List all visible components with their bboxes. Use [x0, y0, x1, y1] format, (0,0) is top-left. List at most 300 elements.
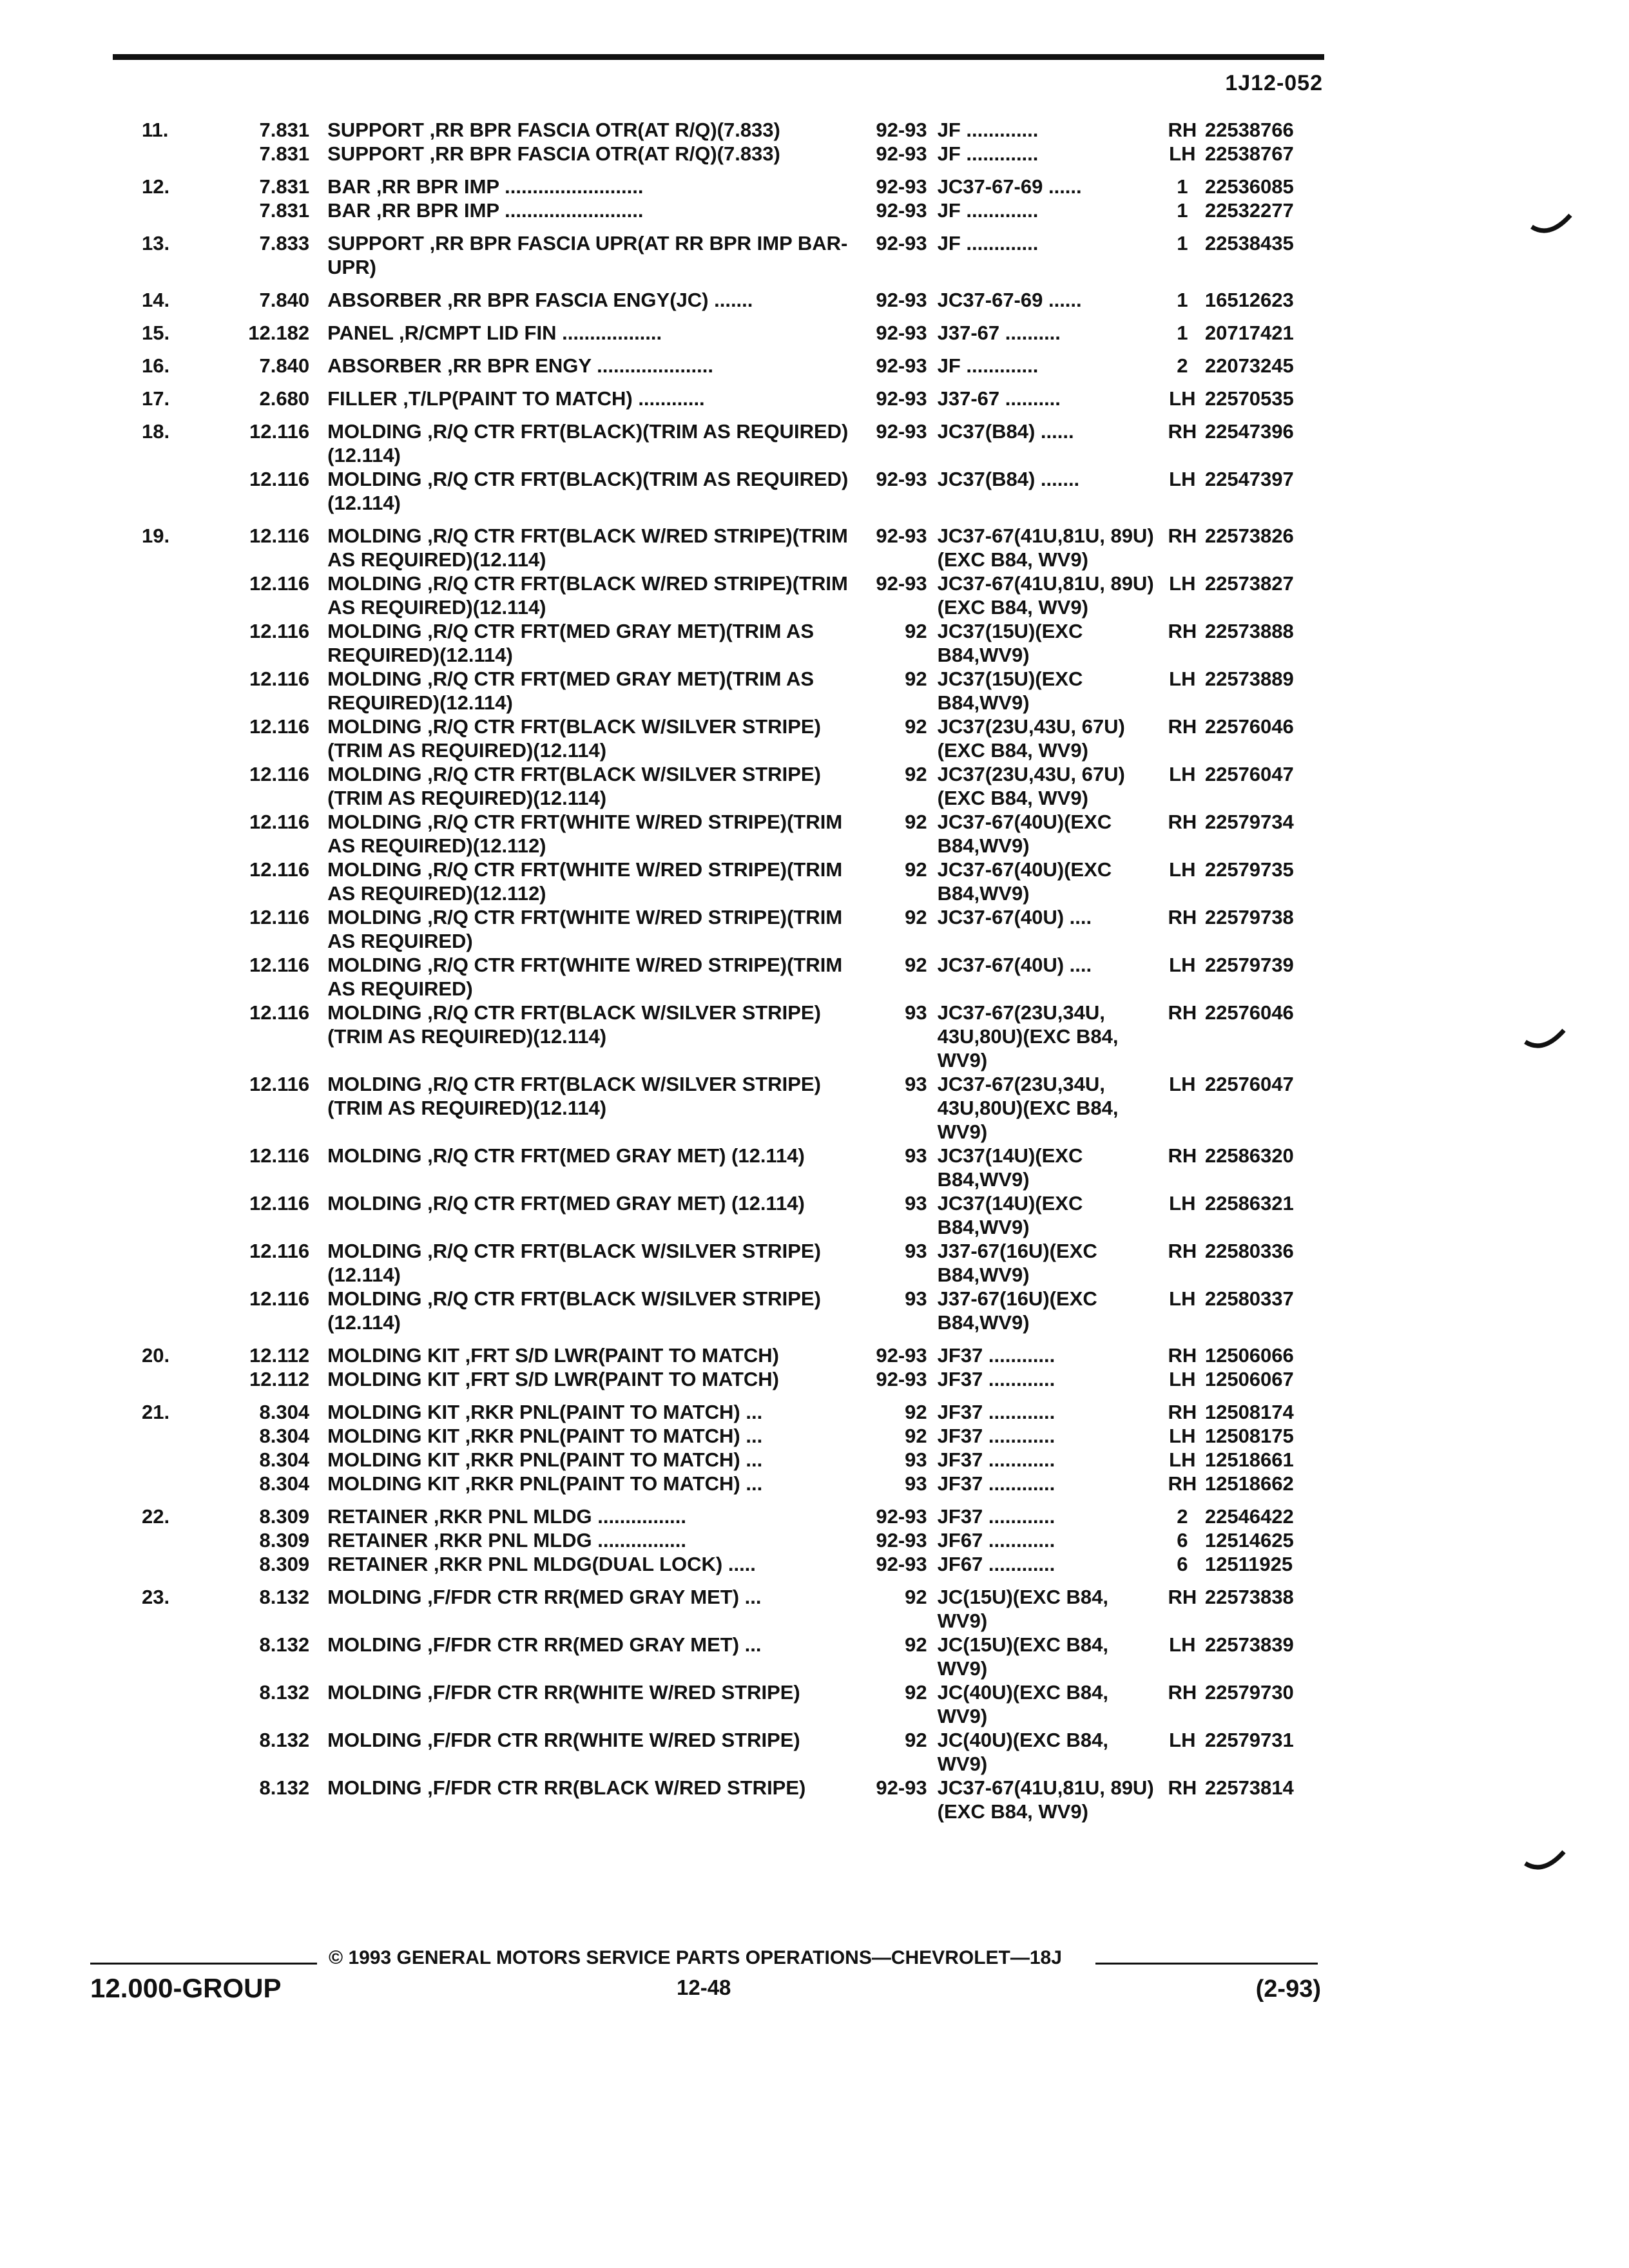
- part-description: [309, 345, 856, 378]
- ref-number: [142, 1287, 190, 1334]
- ref-number: [142, 858, 190, 905]
- ref-number: 18.: [142, 420, 170, 443]
- quantity-side: LH: [1169, 142, 1196, 165]
- part-number: 22576046: [1204, 1001, 1294, 1024]
- ref-number: 23.: [142, 1586, 170, 1608]
- quantity-side: LH: [1169, 1633, 1196, 1656]
- part-number: 20717421: [1204, 322, 1294, 344]
- quantity-side: LH: [1169, 1287, 1196, 1310]
- table-row: [142, 1334, 1334, 1367]
- part-detail: ,R/Q CTR FRT(BLACK W/SILVER STRIPE)(TRIM AS REQUIRED)(12.114): [327, 1073, 821, 1119]
- part-number: 22573826: [1204, 524, 1294, 547]
- part-number: 22570535: [1204, 387, 1294, 410]
- model-years: 92: [905, 1681, 927, 1704]
- quantity-side: LH: [1169, 468, 1196, 490]
- part-detail: ,RKR PNL(PAINT TO MATCH) ...: [465, 1472, 763, 1495]
- part-number: 22547396: [1204, 420, 1294, 443]
- part-description: [309, 279, 856, 312]
- ref-number: 16.: [142, 354, 170, 377]
- part-name: MOLDING KIT: [327, 1344, 460, 1367]
- quantity-side: 1: [1177, 289, 1188, 311]
- part-name: SUPPORT: [327, 119, 424, 141]
- model-years: 92-93: [876, 1368, 927, 1390]
- model-years: 92-93: [876, 524, 927, 547]
- part-description: [309, 1552, 856, 1576]
- model-applicability: JF37 ............: [937, 1505, 1055, 1528]
- model-years: 92-93: [876, 119, 927, 141]
- quantity-side: RH: [1168, 1776, 1197, 1799]
- group-number: 8.132: [259, 1681, 310, 1704]
- quantity-side: RH: [1168, 1144, 1197, 1167]
- page-code: 1J12-052: [1225, 71, 1323, 95]
- model-years: 92: [905, 811, 927, 833]
- quantity-side: 2: [1177, 1505, 1188, 1528]
- model-applicability: JC37-67(41U,81U, 89U)(EXC B84, WV9): [937, 1776, 1154, 1823]
- copyright-notice: © 1993 GENERAL MOTORS SERVICE PARTS OPERATIONS—CHEVROLET—18J: [329, 1947, 1062, 1968]
- model-applicability: JC37(B84) ......: [937, 420, 1074, 443]
- part-name: PANEL: [327, 322, 394, 344]
- model-applicability: JC37(15U)(EXC B84,WV9): [937, 620, 1083, 666]
- quantity-side: RH: [1168, 1240, 1197, 1262]
- table-row: [142, 1776, 1334, 1823]
- model-applicability: JF67 ............: [937, 1553, 1055, 1575]
- model-years: 93: [905, 1448, 927, 1471]
- ref-number: [142, 1728, 190, 1776]
- model-applicability: JF .............: [937, 142, 1039, 165]
- quantity-side: RH: [1168, 420, 1197, 443]
- model-applicability: J37-67 ..........: [937, 322, 1061, 344]
- model-applicability: JC37(23U,43U, 67U)(EXC B84, WV9): [937, 715, 1125, 762]
- model-applicability: J37-67(16U)(EXC B84,WV9): [937, 1240, 1097, 1286]
- ref-number: [142, 1191, 190, 1239]
- table-row: [142, 1495, 1334, 1528]
- model-applicability: JF37 ............: [937, 1425, 1055, 1447]
- group-number: 12.116: [249, 1192, 310, 1215]
- group-number: 12.116: [249, 1001, 310, 1024]
- model-years: 92: [905, 1729, 927, 1751]
- ref-number: [142, 715, 190, 762]
- model-applicability: JF .............: [937, 232, 1039, 255]
- model-years: 92: [905, 1586, 927, 1608]
- part-name: MOLDING: [327, 668, 422, 690]
- part-description: [309, 572, 856, 619]
- group-number: 12.116: [249, 468, 310, 490]
- group-number: 7.831: [259, 142, 310, 165]
- model-applicability: JC37(B84) .......: [937, 468, 1080, 490]
- quantity-side: RH: [1168, 620, 1197, 642]
- group-number: 12.116: [249, 620, 310, 642]
- part-description: [309, 1728, 856, 1776]
- group-number: 12.116: [249, 524, 310, 547]
- part-detail: ,T/LP(PAINT TO MATCH) ............: [403, 387, 705, 410]
- group-number: 7.831: [259, 175, 310, 198]
- ref-number: 14.: [142, 289, 170, 311]
- part-name: BAR: [327, 199, 371, 222]
- quantity-side: 1: [1177, 175, 1188, 198]
- part-name: MOLDING KIT: [327, 1425, 460, 1447]
- model-applicability: JC37(14U)(EXC B84,WV9): [937, 1144, 1083, 1191]
- part-description: [309, 1334, 856, 1367]
- model-years: 92-93: [876, 387, 927, 410]
- table-row: [142, 1472, 1334, 1495]
- group-number: 12.116: [249, 906, 310, 928]
- table-row: [142, 1239, 1334, 1287]
- model-applicability: JF37 ............: [937, 1401, 1055, 1423]
- group-number: 8.304: [259, 1425, 310, 1447]
- table-row: [142, 715, 1334, 762]
- model-applicability: JC37(14U)(EXC B84,WV9): [937, 1192, 1083, 1238]
- model-years: 92-93: [876, 572, 927, 595]
- group-number: 8.304: [259, 1472, 310, 1495]
- ref-number: [142, 1001, 190, 1072]
- tick-mark-icon: [1530, 213, 1574, 238]
- model-applicability: JF .............: [937, 354, 1039, 377]
- part-description: [309, 467, 856, 515]
- model-years: 93: [905, 1287, 927, 1310]
- part-name: MOLDING KIT: [327, 1401, 460, 1423]
- part-name: MOLDING KIT: [327, 1448, 460, 1471]
- table-row: [142, 1072, 1334, 1144]
- part-description: [309, 905, 856, 953]
- ref-number: [142, 142, 190, 166]
- table-row: [142, 1424, 1334, 1448]
- part-name: MOLDING: [327, 1633, 422, 1656]
- group-number: 12.116: [249, 715, 310, 738]
- table-row: [142, 222, 1334, 279]
- part-name: MOLDING: [327, 1287, 422, 1310]
- quantity-side: RH: [1168, 811, 1197, 833]
- part-detail: ,R/Q CTR FRT(MED GRAY MET)(TRIM AS REQUIRED)(12.114): [327, 620, 815, 666]
- table-row: [142, 905, 1334, 953]
- part-name: MOLDING: [327, 620, 422, 642]
- part-description: [309, 515, 856, 572]
- table-row: [142, 1728, 1334, 1776]
- table-row: [142, 1144, 1334, 1191]
- part-number: 22580336: [1204, 1240, 1294, 1262]
- part-number: 12506067: [1204, 1368, 1294, 1390]
- model-applicability: JC37-67-69 ......: [937, 175, 1082, 198]
- group-number: 12.116: [249, 668, 310, 690]
- group-number: 12.116: [249, 1144, 310, 1167]
- part-detail: ,R/Q CTR FRT(WHITE W/RED STRIPE)(TRIM AS REQUIRED): [327, 954, 843, 1000]
- model-applicability: JC37(23U,43U, 67U)(EXC B84, WV9): [937, 763, 1125, 809]
- quantity-side: 2: [1177, 354, 1188, 377]
- table-row: [142, 378, 1334, 410]
- group-number: 8.304: [259, 1401, 310, 1423]
- part-number: 22576047: [1204, 1073, 1294, 1095]
- ref-number: [142, 953, 190, 1001]
- part-name: MOLDING: [327, 858, 422, 881]
- part-name: SUPPORT: [327, 142, 424, 165]
- part-description: [309, 1424, 856, 1448]
- part-name: MOLDING: [327, 1240, 422, 1262]
- table-row: [142, 1633, 1334, 1680]
- group-number: 7.840: [259, 289, 310, 311]
- table-row: [142, 1528, 1334, 1552]
- part-detail: ,RKR PNL MLDG(DUAL LOCK) .....: [433, 1553, 756, 1575]
- part-detail: ,RKR PNL(PAINT TO MATCH) ...: [465, 1448, 763, 1471]
- header-rule: [113, 54, 1324, 60]
- ref-number: [142, 619, 190, 667]
- table-row: [142, 118, 1334, 142]
- model-years: 92-93: [876, 1776, 927, 1799]
- part-description: [309, 118, 856, 142]
- table-row: [142, 762, 1334, 810]
- model-years: 92-93: [876, 1553, 927, 1575]
- part-number: 12508175: [1204, 1425, 1294, 1447]
- part-number: 12508174: [1204, 1401, 1294, 1423]
- part-description: [309, 1528, 856, 1552]
- part-description: [309, 222, 856, 279]
- part-description: [309, 1391, 856, 1424]
- part-detail: ,FRT S/D LWR(PAINT TO MATCH): [465, 1344, 779, 1367]
- part-description: [309, 312, 856, 345]
- footer-rule-right: [1095, 1963, 1318, 1965]
- part-number: 22573888: [1204, 620, 1294, 642]
- part-detail: ,RR BPR FASCIA UPR(AT RR BPR IMP BAR-UPR): [327, 232, 848, 278]
- table-row: [142, 1448, 1334, 1472]
- model-applicability: JC37-67(41U,81U, 89U)(EXC B84, WV9): [937, 572, 1154, 619]
- part-number: 22579739: [1204, 954, 1294, 976]
- table-row: [142, 312, 1334, 345]
- ref-number: [142, 1144, 190, 1191]
- ref-number: [142, 467, 190, 515]
- group-number: 12.182: [248, 322, 310, 344]
- part-name: MOLDING: [327, 1192, 422, 1215]
- part-number: 22573827: [1204, 572, 1294, 595]
- model-years: 92: [905, 715, 927, 738]
- quantity-side: RH: [1168, 119, 1197, 141]
- model-years: 92: [905, 954, 927, 976]
- part-name: MOLDING: [327, 1586, 422, 1608]
- model-years: 93: [905, 1144, 927, 1167]
- quantity-side: LH: [1169, 572, 1196, 595]
- quantity-side: RH: [1168, 1401, 1197, 1423]
- part-number: 22586321: [1204, 1192, 1294, 1215]
- part-description: [309, 1367, 856, 1391]
- revision-date: (2-93): [1255, 1975, 1321, 2003]
- part-name: BAR: [327, 175, 371, 198]
- ref-number: 13.: [142, 232, 170, 255]
- part-name: RETAINER: [327, 1553, 429, 1575]
- model-applicability: JC(15U)(EXC B84, WV9): [937, 1633, 1108, 1680]
- part-detail: ,RR BPR IMP .........................: [376, 175, 644, 198]
- model-years: 93: [905, 1240, 927, 1262]
- part-name: FILLER: [327, 387, 398, 410]
- ref-number: 21.: [142, 1401, 170, 1423]
- table-row: [142, 1552, 1334, 1576]
- part-detail: ,FRT S/D LWR(PAINT TO MATCH): [465, 1368, 779, 1390]
- part-detail: ,R/Q CTR FRT(WHITE W/RED STRIPE)(TRIM AS REQUIRED): [327, 906, 843, 952]
- model-years: 92-93: [876, 289, 927, 311]
- table-row: [142, 410, 1334, 467]
- model-applicability: J37-67 ..........: [937, 387, 1061, 410]
- group-number: 7.840: [259, 354, 310, 377]
- part-description: [309, 810, 856, 858]
- group-number: 7.831: [259, 199, 310, 222]
- model-years: 92-93: [876, 354, 927, 377]
- part-name: MOLDING: [327, 906, 422, 928]
- ref-number: [142, 1552, 190, 1576]
- part-number: 22576046: [1204, 715, 1294, 738]
- quantity-side: 1: [1177, 322, 1188, 344]
- part-number: 22532277: [1204, 199, 1294, 222]
- part-number: 12514625: [1204, 1529, 1294, 1552]
- quantity-side: RH: [1168, 1001, 1197, 1024]
- model-applicability: JC37-67(41U,81U, 89U)(EXC B84, WV9): [937, 524, 1154, 571]
- table-row: [142, 1287, 1334, 1334]
- part-description: [309, 1287, 856, 1334]
- model-applicability: JC(40U)(EXC B84, WV9): [937, 1729, 1108, 1775]
- part-detail: ,R/Q CTR FRT(WHITE W/RED STRIPE)(TRIM AS REQUIRED)(12.112): [327, 811, 843, 857]
- ref-number: 15.: [142, 322, 170, 344]
- table-row: [142, 142, 1334, 166]
- part-number: 22579738: [1204, 906, 1294, 928]
- page-number: 12-48: [677, 1975, 731, 1999]
- table-row: [142, 1680, 1334, 1728]
- part-number: 22547397: [1204, 468, 1294, 490]
- quantity-side: 6: [1177, 1553, 1188, 1575]
- part-detail: ,R/Q CTR FRT(BLACK W/RED STRIPE)(TRIM AS REQUIRED)(12.114): [327, 524, 848, 571]
- model-applicability: JF37 ............: [937, 1344, 1055, 1367]
- part-number: 22538766: [1204, 119, 1294, 141]
- model-years: 92-93: [876, 1344, 927, 1367]
- part-detail: ,R/Q CTR FRT(MED GRAY MET)(TRIM AS REQUIRED)(12.114): [327, 668, 815, 714]
- quantity-side: LH: [1169, 763, 1196, 785]
- model-years: 92: [905, 858, 927, 881]
- footer-rule-left: [90, 1963, 317, 1965]
- quantity-side: LH: [1169, 668, 1196, 690]
- model-applicability: JC37-67(40U) ....: [937, 906, 1092, 928]
- part-description: [309, 198, 856, 222]
- part-description: [309, 1633, 856, 1680]
- ref-number: 22.: [142, 1505, 170, 1528]
- group-number: 8.304: [259, 1448, 310, 1471]
- ref-number: [142, 198, 190, 222]
- part-name: MOLDING: [327, 811, 422, 833]
- part-detail: ,R/Q CTR FRT(MED GRAY MET) (12.114): [427, 1144, 805, 1167]
- part-description: [309, 1239, 856, 1287]
- part-number: 12518662: [1204, 1472, 1294, 1495]
- part-description: [309, 1680, 856, 1728]
- model-years: 92: [905, 620, 927, 642]
- model-applicability: JF37 ............: [937, 1368, 1055, 1390]
- model-applicability: JC37-67(23U,34U, 43U,80U)(EXC B84, WV9): [937, 1073, 1119, 1143]
- table-row: [142, 858, 1334, 905]
- part-detail: ,RR BPR FASCIA OTR(AT R/Q)(7.833): [429, 142, 780, 165]
- part-number: 22579735: [1204, 858, 1294, 881]
- group-number: 8.309: [259, 1553, 310, 1575]
- model-years: 93: [905, 1073, 927, 1095]
- ref-number: [142, 1776, 190, 1823]
- model-applicability: JF .............: [937, 199, 1039, 222]
- part-detail: ,F/FDR CTR RR(MED GRAY MET) ...: [427, 1633, 762, 1656]
- ref-number: [142, 1472, 190, 1495]
- model-years: 92-93: [876, 142, 927, 165]
- part-description: [309, 1576, 856, 1633]
- table-row: [142, 515, 1334, 572]
- model-applicability: JC37-67(40U)(EXC B84,WV9): [937, 811, 1112, 857]
- part-name: MOLDING: [327, 1144, 422, 1167]
- model-applicability: JF67 ............: [937, 1529, 1055, 1552]
- table-row: [142, 572, 1334, 619]
- group-number: 12.116: [249, 763, 310, 785]
- part-description: [309, 953, 856, 1001]
- part-name: MOLDING: [327, 468, 422, 490]
- group-number: 12.112: [249, 1368, 310, 1390]
- group-number: 12.116: [249, 858, 310, 881]
- part-detail: ,F/FDR CTR RR(WHITE W/RED STRIPE): [427, 1729, 800, 1751]
- ref-number: [142, 1072, 190, 1144]
- part-detail: ,RKR PNL MLDG ................: [433, 1505, 687, 1528]
- part-detail: ,F/FDR CTR RR(BLACK W/RED STRIPE): [427, 1776, 806, 1799]
- part-name: MOLDING: [327, 572, 422, 595]
- part-detail: ,R/Q CTR FRT(BLACK W/SILVER STRIPE)(12.114): [327, 1287, 821, 1334]
- table-row: [142, 1391, 1334, 1424]
- table-row: [142, 810, 1334, 858]
- part-description: [309, 410, 856, 467]
- quantity-side: RH: [1168, 906, 1197, 928]
- quantity-side: LH: [1169, 1192, 1196, 1215]
- part-detail: ,R/Q CTR FRT(WHITE W/RED STRIPE)(TRIM AS REQUIRED)(12.112): [327, 858, 843, 905]
- model-years: 92-93: [876, 232, 927, 255]
- ref-number: [142, 1424, 190, 1448]
- parts-table: [142, 118, 1334, 1823]
- part-description: [309, 1472, 856, 1495]
- model-years: 92: [905, 1633, 927, 1656]
- group-number: 7.833: [259, 232, 310, 255]
- ref-number: [142, 1528, 190, 1552]
- part-number: 22579730: [1204, 1681, 1294, 1704]
- group-number: 12.116: [249, 1287, 310, 1310]
- ref-number: [142, 1680, 190, 1728]
- part-description: [309, 715, 856, 762]
- ref-number: 17.: [142, 387, 170, 410]
- part-description: [309, 1191, 856, 1239]
- part-detail: ,R/Q CTR FRT(BLACK W/SILVER STRIPE)(TRIM AS REQUIRED)(12.114): [327, 715, 821, 762]
- group-number: 8.132: [259, 1776, 310, 1799]
- quantity-side: LH: [1169, 1073, 1196, 1095]
- part-detail: ,R/Q CTR FRT(BLACK W/SILVER STRIPE)(TRIM AS REQUIRED)(12.114): [327, 1001, 821, 1048]
- model-years: 92: [905, 763, 927, 785]
- part-detail: ,RR BPR IMP .........................: [376, 199, 644, 222]
- table-row: [142, 467, 1334, 515]
- ref-number: [142, 1367, 190, 1391]
- quantity-side: LH: [1169, 954, 1196, 976]
- ref-number: [142, 1448, 190, 1472]
- model-applicability: JF37 ............: [937, 1448, 1055, 1471]
- part-description: [309, 142, 856, 166]
- quantity-side: LH: [1169, 1425, 1196, 1447]
- part-description: [309, 1144, 856, 1191]
- part-number: 22580337: [1204, 1287, 1294, 1310]
- part-detail: ,RR BPR FASCIA ENGY(JC) .......: [447, 289, 753, 311]
- table-row: [142, 619, 1334, 667]
- part-detail: ,F/FDR CTR RR(MED GRAY MET) ...: [427, 1586, 762, 1608]
- part-name: MOLDING: [327, 524, 422, 547]
- group-number: 12.116: [249, 420, 310, 443]
- ref-number: [142, 667, 190, 715]
- part-number: 22573814: [1204, 1776, 1294, 1799]
- quantity-side: 1: [1177, 199, 1188, 222]
- group-number: 12.112: [249, 1344, 310, 1367]
- table-row: [142, 953, 1334, 1001]
- model-applicability: JC37-67(23U,34U, 43U,80U)(EXC B84, WV9): [937, 1001, 1119, 1072]
- quantity-side: RH: [1168, 1344, 1197, 1367]
- model-years: 92-93: [876, 1505, 927, 1528]
- ref-number: [142, 1633, 190, 1680]
- part-description: [309, 1495, 856, 1528]
